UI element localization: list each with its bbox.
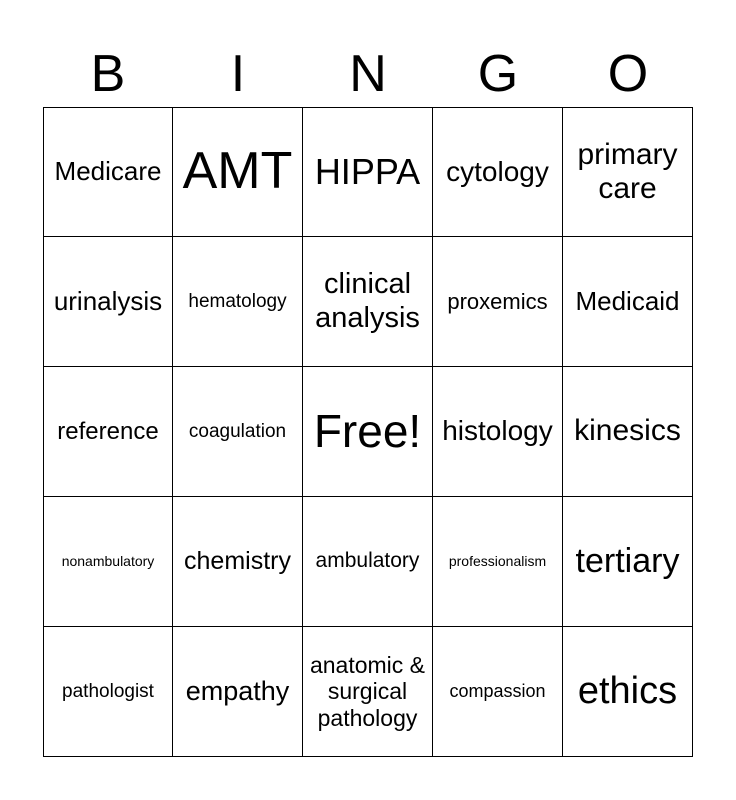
bingo-board xyxy=(43,107,693,757)
bingo-cell[interactable]: ethics xyxy=(563,627,693,757)
bingo-cell[interactable]: Medicare xyxy=(43,107,173,237)
header-letter-n: N xyxy=(349,44,387,103)
bingo-cell[interactable]: empathy xyxy=(173,627,303,757)
header-letter-i: I xyxy=(230,44,246,103)
bingo-cell[interactable]: proxemics xyxy=(433,237,563,367)
bingo-cell[interactable]: primary care xyxy=(563,107,693,237)
bingo-cell[interactable]: ambulatory xyxy=(303,497,433,627)
header-letter-o: O xyxy=(607,44,649,103)
bingo-cell[interactable]: histology xyxy=(433,367,563,497)
bingo-header xyxy=(43,40,693,107)
bingo-cell[interactable]: compassion xyxy=(433,627,563,757)
bingo-cell[interactable]: chemistry xyxy=(173,497,303,627)
header-letter-b: B xyxy=(90,44,126,103)
bingo-cell[interactable]: reference xyxy=(43,367,173,497)
bingo-cell[interactable]: cytology xyxy=(433,107,563,237)
bingo-cell[interactable]: tertiary xyxy=(563,497,693,627)
bingo-cell[interactable]: nonambulatory xyxy=(43,497,173,627)
free-space-cell[interactable]: Free! xyxy=(303,367,433,497)
bingo-cell[interactable]: urinalysis xyxy=(43,237,173,367)
bingo-cell[interactable]: clinical analysis xyxy=(303,237,433,367)
bingo-cell[interactable]: Medicaid xyxy=(563,237,693,367)
header-letter-g: G xyxy=(477,44,519,103)
bingo-cell[interactable]: professionalism xyxy=(433,497,563,627)
bingo-cell[interactable]: kinesics xyxy=(563,367,693,497)
bingo-cell[interactable]: hematology xyxy=(173,237,303,367)
bingo-cell[interactable]: anatomic & surgical pathology xyxy=(303,627,433,757)
bingo-cell[interactable]: pathologist xyxy=(43,627,173,757)
bingo-cell[interactable]: AMT xyxy=(173,107,303,237)
bingo-cell[interactable]: coagulation xyxy=(173,367,303,497)
bingo-cell[interactable]: HIPPA xyxy=(303,107,433,237)
